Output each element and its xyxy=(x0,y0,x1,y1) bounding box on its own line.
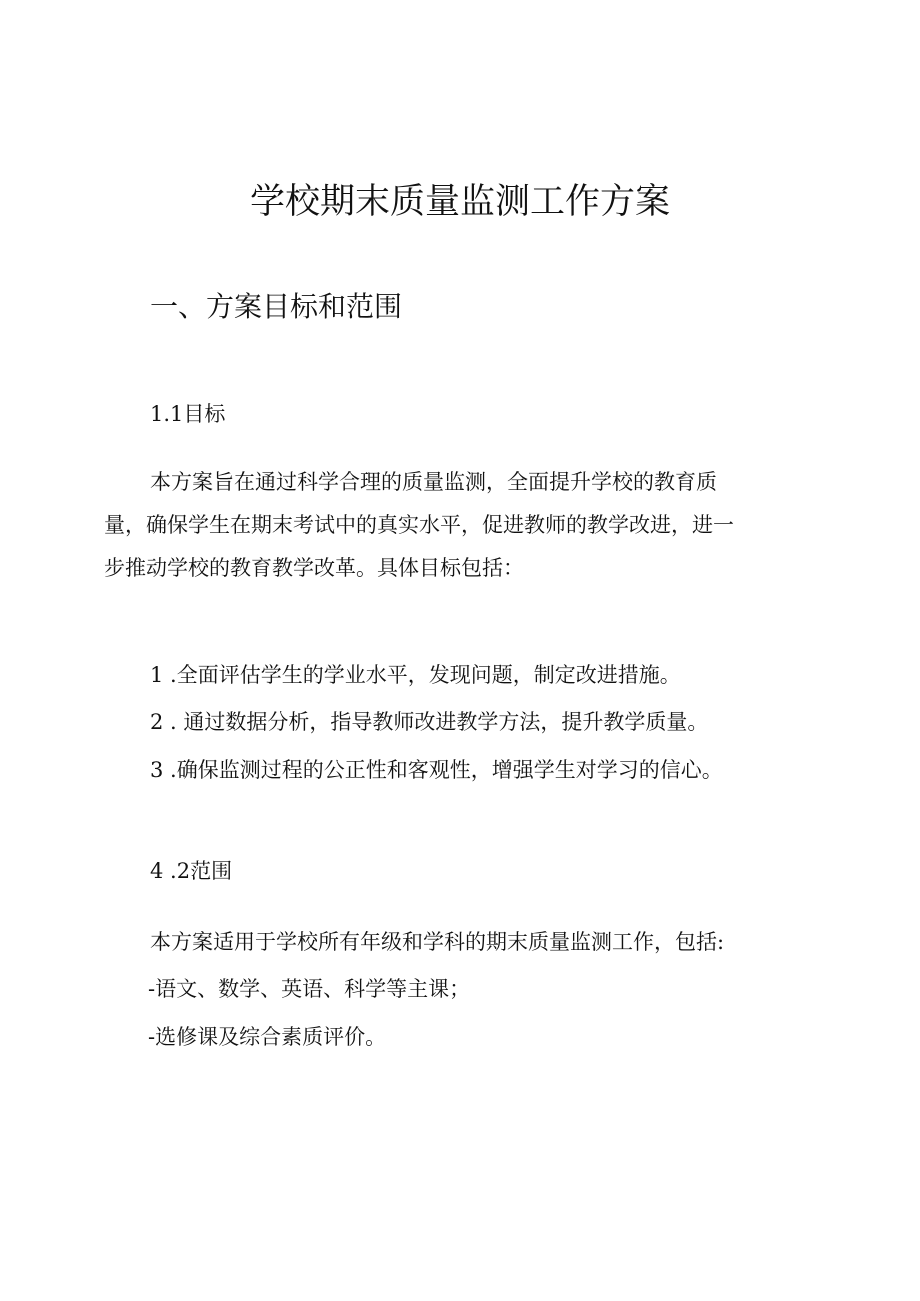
goals-paragraph-line-3: 步推动学校的教育教学改革。具体目标包括： xyxy=(104,556,524,580)
scope-item-1: -语文、数学、英语、科学等主课； xyxy=(148,977,471,1001)
goals-list-item-3: 3 .确保监测过程的公正性和客观性，增强学生对学习的信心。 xyxy=(150,758,723,782)
document-title: 学校期末质量监测工作方案 xyxy=(249,182,670,222)
scope-intro: 本方案适用于学校所有年级和学科的期末质量监测工作，包括: xyxy=(150,930,725,954)
goals-list-item-1: 1 .全面评估学生的学业水平，发现问题，制定改进措施。 xyxy=(150,663,681,687)
goals-list-item-2: 2 . 通过数据分析，指导教师改进教学方法，提升教学质量。 xyxy=(150,710,709,734)
goals-paragraph-line-1: 本方案旨在通过科学合理的质量监测，全面提升学校的教育质 xyxy=(150,470,717,494)
scope-item-2: -选修课及综合素质评价。 xyxy=(148,1025,387,1049)
goals-paragraph-line-2: 量，确保学生在期末考试中的真实水平，促进教师的教学改进，进一 xyxy=(104,513,734,537)
subsection-heading-scope: 4 .2范围 xyxy=(150,859,233,883)
goals-paragraph xyxy=(104,461,804,590)
subsection-heading-goals: 1.1目标 xyxy=(150,402,226,426)
section-heading-1: 一、方案目标和范围 xyxy=(150,290,403,323)
